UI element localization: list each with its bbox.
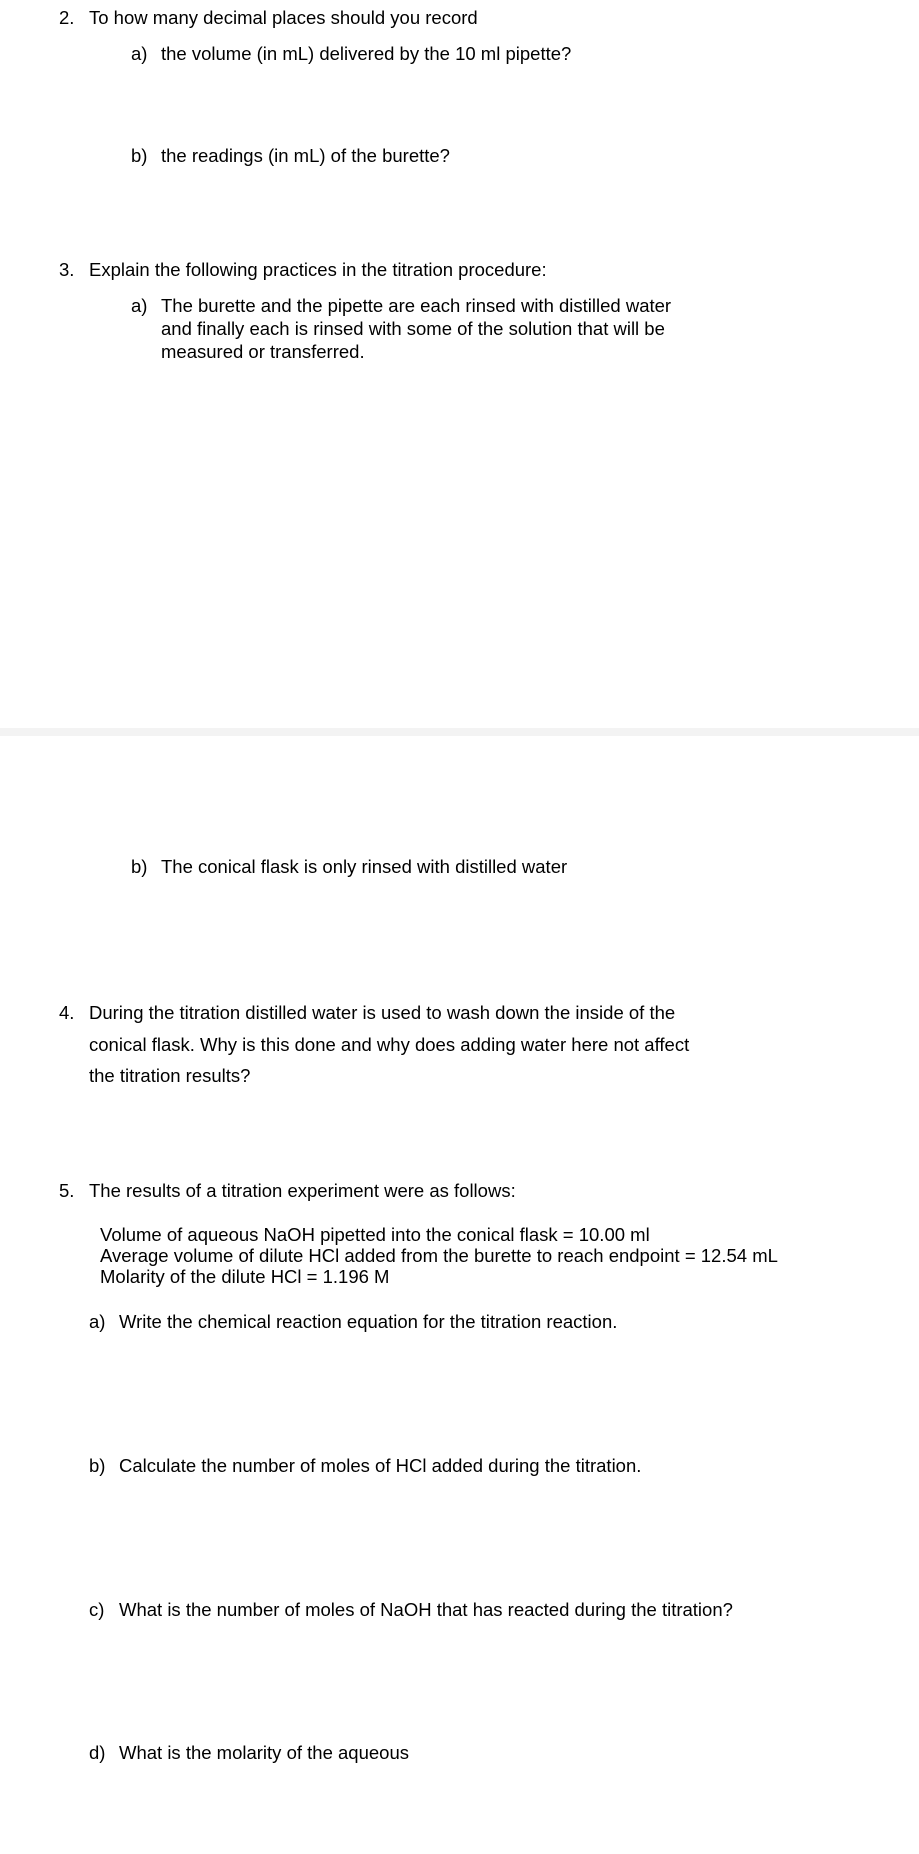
question-4-number: 4. <box>59 1002 75 1023</box>
question-3-text: Explain the following practices in the titration procedure: <box>89 259 547 280</box>
question-2 <box>59 6 478 29</box>
question-5-data <box>100 1224 778 1287</box>
question-5b <box>89 1454 641 1477</box>
question-4-line: conical flask. Why is this done and why does adding water here not affect <box>89 1033 690 1055</box>
question-3-number: 3. <box>59 259 75 280</box>
question-5a <box>89 1310 617 1333</box>
question-5-number: 5. <box>59 1180 75 1201</box>
question-5-data-line: Average volume of dilute HCl added from the burette to reach endpoint = 12.54 mL <box>100 1245 778 1266</box>
question-5a-label: a) <box>89 1311 106 1332</box>
question-3 <box>59 258 547 281</box>
question-5c-text: What is the number of moles of NaOH that has reacted during the titration? <box>119 1599 733 1620</box>
question-5c-label: c) <box>89 1599 105 1620</box>
question-2a-text: the volume (in mL) delivered by the 10 ml pipette? <box>161 43 572 64</box>
question-4 <box>59 997 689 1092</box>
question-5b-label: b) <box>89 1455 106 1476</box>
document-page-2 <box>0 736 919 1854</box>
question-2a-label: a) <box>131 43 148 64</box>
question-4-line: During the titration distilled water is used to wash down the inside of the <box>89 1002 676 1023</box>
question-5-data-line: Molarity of the dilute HCl = 1.196 M <box>100 1266 390 1287</box>
question-2a <box>131 42 571 65</box>
question-3a <box>131 294 671 363</box>
document-page-1 <box>0 0 919 728</box>
question-5d-label: d) <box>89 1742 106 1763</box>
question-5b-text: Calculate the number of moles of HCl added during the titration. <box>119 1455 642 1476</box>
question-3b-text: The conical flask is only rinsed with distilled water <box>161 856 568 877</box>
question-3b <box>131 855 567 878</box>
question-2b-text: the readings (in mL) of the burette? <box>161 145 450 166</box>
question-2b-label: b) <box>131 145 148 166</box>
question-5d-text: What is the molarity of the aqueous <box>119 1742 409 1763</box>
question-3a-label: a) <box>131 295 148 316</box>
question-4-text <box>89 997 689 1092</box>
question-5d <box>89 1741 409 1764</box>
question-3a-text <box>161 294 671 363</box>
question-5-data-line: Volume of aqueous NaOH pipetted into the conical flask = 10.00 ml <box>100 1224 650 1245</box>
question-5a-text: Write the chemical reaction equation for the titration reaction. <box>119 1311 618 1332</box>
question-5c <box>89 1598 733 1621</box>
page-separator <box>0 728 919 736</box>
question-3a-line: and finally each is rinsed with some of the solution that will be <box>161 318 665 339</box>
question-5-text: The results of a titration experiment were as follows: <box>89 1180 516 1201</box>
question-3b-label: b) <box>131 856 148 877</box>
question-4-line: the titration results? <box>89 1065 251 1086</box>
question-2b <box>131 144 450 167</box>
question-3a-line: The burette and the pipette are each rinsed with distilled water <box>161 295 672 316</box>
question-2-number: 2. <box>59 7 75 28</box>
question-5 <box>59 1179 516 1202</box>
question-3a-line: measured or transferred. <box>161 341 365 362</box>
question-2-text: To how many decimal places should you record <box>89 7 478 28</box>
